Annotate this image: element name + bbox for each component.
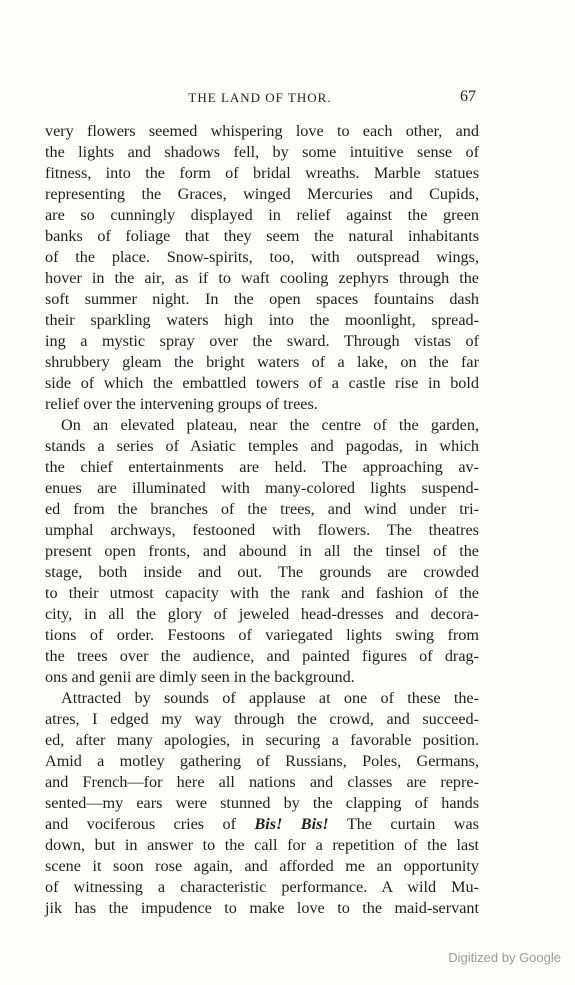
text-line-end: The curtain was — [346, 815, 479, 833]
text-line: stage, both inside and out. The grounds are crowded — [45, 563, 479, 581]
text-line: very flowers seemed whispering love to each other, and — [45, 122, 479, 140]
text-line: banks of foliage that they seem the natural inhabitants — [45, 227, 479, 245]
text-line: their sparkling waters high into the moonlight, spread- — [45, 311, 479, 329]
text-line: the lights and shadows fell, by some intuitive sense of — [45, 143, 479, 161]
text-line: ed, after many apologies, in securing a favorable position. — [45, 731, 479, 749]
text-line: the chief entertainments are held. The approaching av- — [45, 458, 479, 476]
text-line: present open fronts, and abound in all the tinsel of the — [45, 542, 479, 560]
text-line: ing a mystic spray over the sward. Through vistas of — [45, 332, 479, 350]
text-line: soft summer night. In the open spaces fountains dash — [45, 290, 479, 308]
digitized-watermark: Digitized by Google — [448, 950, 561, 965]
text-line: side of which the embattled towers of a castle rise in bold — [45, 374, 479, 392]
text-line: hover in the air, as if to waft cooling zephyrs through the — [45, 269, 479, 287]
body-text — [45, 121, 479, 919]
text-line: tions of order. Festoons of variegated lights swing from — [45, 626, 479, 644]
text-line: jik has the impudence to make love to the maid-servant — [45, 899, 479, 917]
text-line: ons and genii are dimly seen in the background. — [45, 668, 355, 686]
text-line-start: and vociferous cries of — [45, 815, 237, 833]
text-line: fitness, into the form of bridal wreaths. Marble statues — [45, 164, 479, 182]
running-head — [0, 90, 575, 110]
text-line: of the place. Snow-spirits, too, with outspread wings, — [45, 248, 479, 266]
text-line: and French—for here all nations and classes are repre- — [45, 773, 479, 791]
text-line: down, but in answer to the call for a repetition of the last — [45, 836, 479, 854]
text-line: the trees over the audience, and painted figures of drag- — [45, 647, 479, 665]
text-line: relief over the intervening groups of trees. — [45, 395, 318, 413]
text-line: Amid a motley gathering of Russians, Poles, Germans, — [45, 752, 479, 770]
text-line-emphasis — [45, 814, 479, 835]
text-line: of witnessing a characteristic performance. A wild Mu- — [45, 878, 479, 896]
text-line: Attracted by sounds of applause at one of these the- — [61, 689, 479, 707]
text-line: On an elevated plateau, near the centre of the garden, — [61, 416, 479, 434]
text-line: atres, I edged my way through the crowd, and succeed- — [45, 710, 479, 728]
running-title: THE LAND OF THOR. — [188, 90, 332, 105]
text-line: enues are illuminated with many-colored lights suspend- — [45, 479, 479, 497]
text-line: representing the Graces, winged Mercuries and Cupids, — [45, 185, 479, 203]
text-line: scene it soon rose again, and afforded me an opportunity — [45, 857, 479, 875]
text-line: sented—my ears were stunned by the clapping of hands — [45, 794, 479, 812]
text-line: ed from the branches of the trees, and wind under tri- — [45, 500, 479, 518]
text-line: city, in all the glory of jeweled head-dresses and decora- — [45, 605, 479, 623]
text-line: stands a series of Asiatic temples and pagodas, in which — [45, 437, 479, 455]
page-number: 67 — [460, 88, 476, 105]
text-line: are so cunningly displayed in relief against the green — [45, 206, 479, 224]
text-line: umphal archways, festooned with flowers. The theatres — [45, 521, 479, 539]
emphasized-cry: Bis! Bis! — [254, 815, 329, 833]
text-line: shrubbery gleam the bright waters of a lake, on the far — [45, 353, 479, 371]
text-line: to their utmost capacity with the rank and fashion of the — [45, 584, 479, 602]
